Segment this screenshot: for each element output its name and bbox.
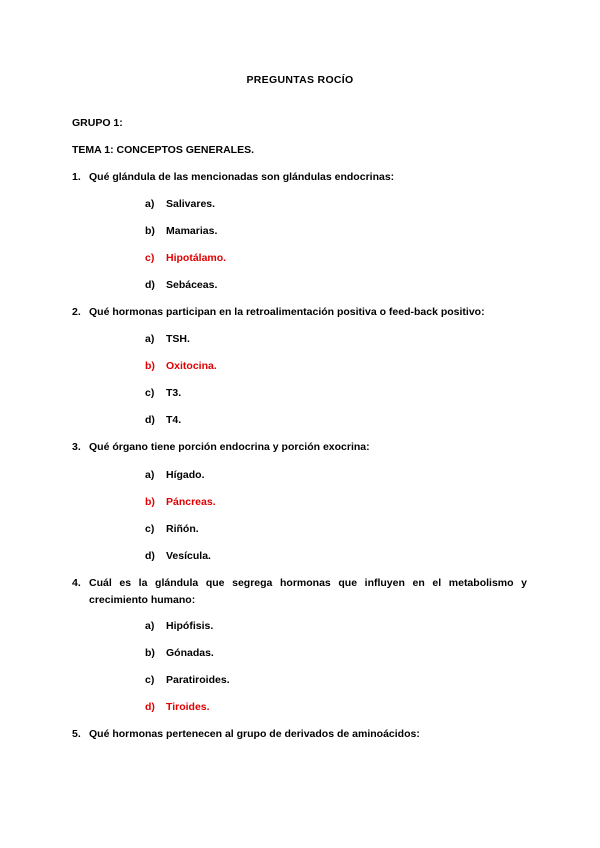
option-1c-correct: c) Hipotálamo. [145,252,227,264]
option-4c: c) Paratiroides. [145,674,230,686]
question-text: Qué hormonas pertenecen al grupo de derivados de aminoácidos: [89,728,420,740]
question-number: 1. [72,171,81,183]
question-5 [72,728,420,740]
option-4d-correct: d) Tiroides. [145,701,210,713]
option-2d: d) T4. [145,414,182,426]
question-text-line1: Cuál es la glándula que segrega hormonas que influyen en el metabolismo y [89,577,527,589]
question-2 [72,306,485,318]
question-number: 2. [72,306,81,318]
question-text: Qué órgano tiene porción endocrina y porción exocrina: [89,441,370,453]
topic-heading: TEMA 1: CONCEPTOS GENERALES. [72,144,255,156]
option-1d: d) Sebáceas. [145,279,218,291]
option-3a: a) Hígado. [145,469,205,481]
question-number: 3. [72,441,81,453]
option-3d: d) Vesícula. [145,550,211,562]
question-1 [72,171,394,183]
question-number: 4. [72,577,81,589]
question-number: 5. [72,728,81,740]
question-text-line2: crecimiento humano: [89,594,196,606]
group-heading: GRUPO 1: [72,117,123,129]
option-2a: a) TSH. [145,333,190,345]
option-4b: b) Gónadas. [145,647,214,659]
question-text: Qué hormonas participan en la retroalimentación positiva o feed-back positivo: [89,306,485,318]
option-4a: a) Hipófisis. [145,620,214,632]
question-text: Qué glándula de las mencionadas son glándulas endocrinas: [89,171,395,183]
question-3 [72,441,370,453]
option-1a: a) Salivares. [145,198,216,210]
option-2c: c) T3. [145,387,182,399]
option-3b-correct: b) Páncreas. [145,496,216,508]
option-3c: c) Riñón. [145,523,199,535]
option-2b-correct: b) Oxitocina. [145,360,217,372]
page-title: PREGUNTAS ROCÍO [246,74,354,86]
question-4 [72,575,527,609]
option-1b: b) Mamarias. [145,225,218,237]
